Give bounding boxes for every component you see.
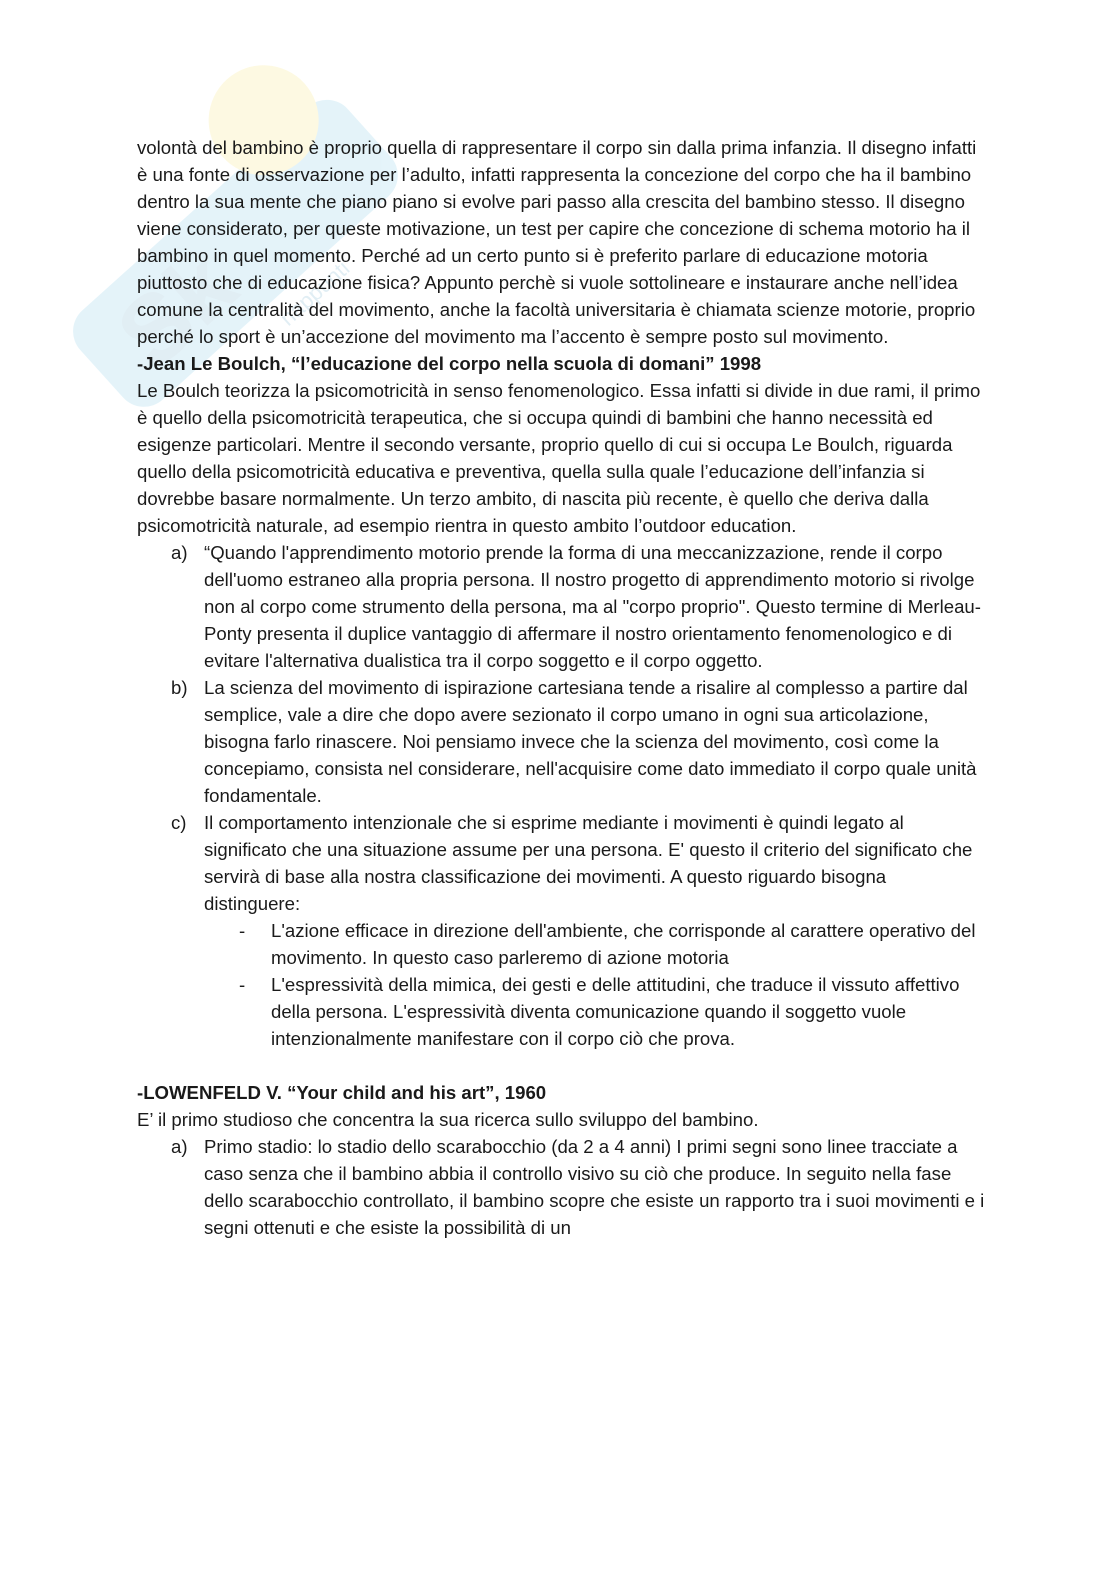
sub-list (204, 917, 987, 1052)
list-marker: a) (171, 1136, 188, 1157)
section-heading-le-boulch: -Jean Le Boulch, “l’educazione del corpo nella scuola di domani” 1998 (137, 353, 762, 374)
sub-list-item-text: L'espressività della mimica, dei gesti e delle attitudini, che traduce il vissuto affettivo della persona. L'espressività diventa comunicazione quando il soggetto vuole intenzionalmente manifestare con il corpo ciò che prova. (271, 974, 960, 1049)
list-marker: a) (171, 542, 188, 563)
watermark-letters: Sk (97, 230, 257, 389)
list-marker: b) (171, 677, 188, 698)
document-page (137, 134, 987, 1241)
list-item (171, 674, 987, 809)
section-body-le-boulch: Le Boulch teorizza la psicomotricità in senso fenomenologico. Essa infatti si divide in due rami, il primo è quello della psicomotricità terapeutica, che si occupa quindi di bambini che hanno necessità ed esigenze particolari. Mentre il secondo versante, proprio quello di cui si occupa Le Boulch, riguarda quello della psicomotricità educativa e preventiva, quella sulla quale l’educazione dell’infanzia si dovrebbe basare normalmente. Un terzo ambito, di nascita più recente, è quello che deriva dalla psicomotricità naturale, ad esempio rientra in questo ambito l’outdoor education. (137, 380, 981, 536)
list-marker: c) (171, 812, 187, 833)
lowenfeld-list (137, 1133, 987, 1241)
list-item (171, 1133, 987, 1241)
sub-list-item (239, 971, 987, 1052)
section-body-lowenfeld: E’ il primo studioso che concentra la sua ricerca sullo sviluppo del bambino. (137, 1109, 759, 1130)
section-heading-lowenfeld: -LOWENFELD V. “Your child and his art”, 1960 (137, 1082, 547, 1103)
list-item-text: Primo stadio: lo stadio dello scarabocchio (da 2 a 4 anni) I primi segni sono linee tracciate a caso senza che il bambino abbia il controllo visivo su ciò che produce. In seguito nella fase dello scarabocchio controllato, il bambino scopre che esiste un rapporto tra i suoi movimenti e i segni ottenuti e che esiste la possibilità di un (204, 1136, 985, 1238)
watermark-small-text: nappunti (274, 255, 355, 331)
list-item (171, 809, 987, 1052)
sub-list-item (239, 917, 987, 971)
list-item-text: Il comportamento intenzionale che si esprime mediante i movimenti è quindi legato al significato che una situazione assume per una persona. E' questo il criterio del significato che servirà di base alla nostra classificazione dei movimenti. A questo riguardo bisogna distinguere: (204, 812, 973, 914)
list-item-text: “Quando l'apprendimento motorio prende la forma di una meccanizzazione, rende il corpo dell'uomo estraneo alla propria persona. Il nostro progetto di apprendimento motorio si rivolge non al corpo come strumento della persona, ma al "corpo proprio". Questo termine di Merleau-Ponty presenta il duplice vantaggio di affermare il nostro orientamento fenomenologico e di evitare l'alternativa dualistica tra il corpo soggetto e il corpo oggetto. (204, 542, 981, 671)
list-item (171, 539, 987, 674)
sub-list-item-text: L'azione efficace in direzione dell'ambiente, che corrisponde al carattere operativo del movimento. In questo caso parleremo di azione motoria (271, 920, 976, 968)
dash-marker: - (239, 974, 246, 995)
dash-marker: - (239, 920, 246, 941)
intro-paragraph: volontà del bambino è proprio quella di rappresentare il corpo sin dalla prima infanzia. Il disegno infatti è una fonte di osservazione per l’adulto, infatti rappresenta la concezione del corpo che ha il bambino dentro la sua mente che piano piano si evolve pari passo alla crescita del bambino stesso. Il disegno viene considerato, per queste motivazione, un test per capire che concezione di schema motorio ha il bambino in quel momento. Perché ad un certo punto si è preferito parlare di educazione motoria piuttosto che di educazione fisica? Appunto perchè si vuole sottolineare e instaurare anche nell’idea comune la centralità del movimento, anche la facoltà universitaria è chiamata scienze motorie, proprio perché lo sport è un’accezione del movimento ma l’accento è sempre posto sul movimento. (137, 137, 977, 347)
list-item-text: La scienza del movimento di ispirazione cartesiana tende a risalire al complesso a partire dal semplice, vale a dire che dopo avere sezionato il corpo umano in ogni sua articolazione, bisogna farlo rinascere. Noi pensiamo invece che la scienza del movimento, così come la concepiamo, consista nel considerare, nell'acquisire come dato immediato il corpo quale unità fondamentale. (204, 677, 977, 806)
le-boulch-list (137, 539, 987, 1052)
